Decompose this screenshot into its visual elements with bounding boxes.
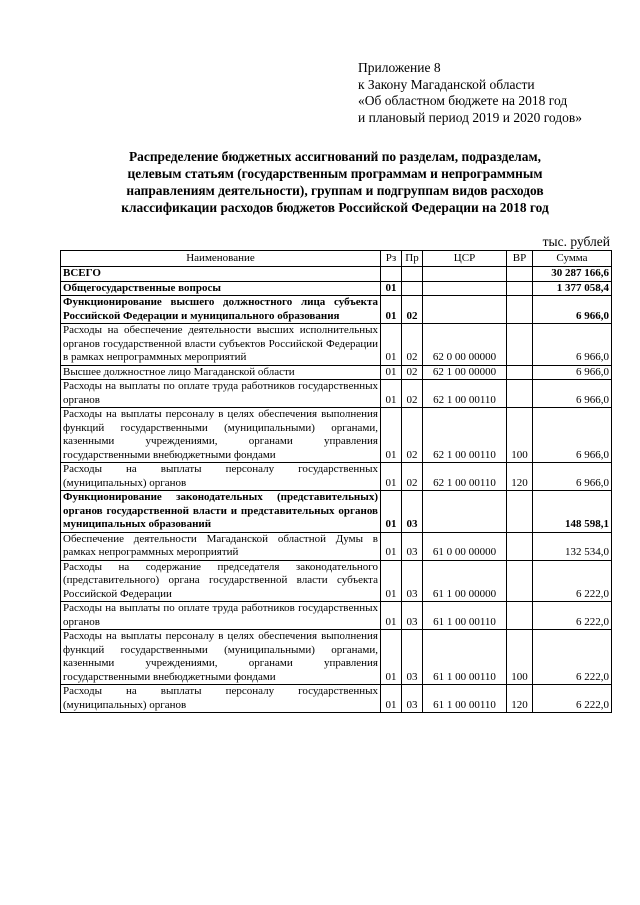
cell-rz: 01	[381, 685, 402, 713]
cell-sum: 6 966,0	[533, 380, 612, 408]
cell-rz: 01	[381, 463, 402, 491]
cell-pr: 02	[402, 380, 423, 408]
cell-vr: 100	[507, 630, 533, 685]
cell-pr: 03	[402, 532, 423, 560]
table-row	[61, 365, 612, 380]
table-row	[61, 281, 612, 296]
cell-sum: 148 598,1	[533, 491, 612, 533]
table-row	[61, 602, 612, 630]
cell-sum: 6 966,0	[533, 408, 612, 463]
cell-vr: 120	[507, 463, 533, 491]
units-label: тыс. рублей	[542, 234, 610, 249]
appendix-header	[358, 60, 582, 126]
table-row	[61, 685, 612, 713]
cell-vr	[507, 491, 533, 533]
table-row	[61, 408, 612, 463]
title-line: целевым статьям (государственным программам и непрограммным	[127, 166, 543, 181]
cell-rz: 01	[381, 630, 402, 685]
cell-sum: 6 966,0	[533, 324, 612, 366]
cell-vr	[507, 380, 533, 408]
cell-pr: 02	[402, 296, 423, 324]
cell-rz: 01	[381, 532, 402, 560]
cell-csr: 61 1 00 00000	[423, 560, 507, 602]
table-row	[61, 630, 612, 685]
cell-vr	[507, 281, 533, 296]
header-name: Наименование	[61, 251, 381, 267]
cell-name: Расходы на выплаты по оплате труда работников государственных органов	[61, 380, 381, 408]
cell-name: Расходы на выплаты по оплате труда работников государственных органов	[61, 602, 381, 630]
header-vr: ВР	[507, 251, 533, 267]
cell-sum: 30 287 166,6	[533, 267, 612, 282]
cell-sum: 6 966,0	[533, 365, 612, 380]
cell-pr: 03	[402, 630, 423, 685]
cell-vr	[507, 324, 533, 366]
cell-pr: 02	[402, 365, 423, 380]
table-row	[61, 324, 612, 366]
cell-csr: 62 1 00 00110	[423, 408, 507, 463]
cell-name: Высшее должностное лицо Магаданской области	[61, 365, 381, 380]
cell-sum: 6 966,0	[533, 463, 612, 491]
cell-name: Расходы на выплаты персоналу государственных (муниципальных) органов	[61, 685, 381, 713]
cell-name: Функционирование законодательных (представительных) органов государственной власти и представительных органов муниципальных образований	[61, 491, 381, 533]
title-line: Распределение бюджетных ассигнований по разделам, подразделам,	[129, 149, 541, 164]
cell-sum: 6 966,0	[533, 296, 612, 324]
cell-pr: 03	[402, 685, 423, 713]
cell-csr: 62 1 00 00110	[423, 380, 507, 408]
cell-rz: 01	[381, 296, 402, 324]
cell-csr: 61 1 00 00110	[423, 602, 507, 630]
cell-vr: 120	[507, 685, 533, 713]
cell-csr: 61 1 00 00110	[423, 685, 507, 713]
cell-name: Расходы на выплаты персоналу в целях обеспечения выполнения функций государственными (муниципальными) органами, казенными учреждениями, органами управления государственными внебюджетными фондами	[61, 408, 381, 463]
cell-vr	[507, 602, 533, 630]
table-row	[61, 491, 612, 533]
cell-rz	[381, 267, 402, 282]
table-row	[61, 267, 612, 282]
cell-csr	[423, 491, 507, 533]
cell-rz: 01	[381, 602, 402, 630]
cell-sum: 6 222,0	[533, 685, 612, 713]
cell-csr: 62 0 00 00000	[423, 324, 507, 366]
cell-csr	[423, 281, 507, 296]
cell-rz: 01	[381, 380, 402, 408]
cell-name: Расходы на выплаты персоналу в целях обеспечения выполнения функций государственными (муниципальными) органами, казенными учреждениями, органами управления государственными внебюджетными фондами	[61, 630, 381, 685]
cell-csr	[423, 267, 507, 282]
cell-rz: 01	[381, 560, 402, 602]
cell-sum: 6 222,0	[533, 560, 612, 602]
table-row	[61, 296, 612, 324]
cell-sum: 6 222,0	[533, 630, 612, 685]
cell-pr	[402, 281, 423, 296]
table-row	[61, 463, 612, 491]
cell-vr	[507, 365, 533, 380]
document-title	[60, 148, 610, 216]
cell-sum: 132 534,0	[533, 532, 612, 560]
table-body	[61, 267, 612, 713]
cell-rz: 01	[381, 281, 402, 296]
cell-csr	[423, 296, 507, 324]
appendix-line: «Об областном бюджете на 2018 год	[358, 93, 568, 108]
cell-pr: 02	[402, 324, 423, 366]
appendix-line: и плановый период 2019 и 2020 годов»	[358, 109, 583, 125]
title-line: классификации расходов бюджетов Российской Федерации на 2018 год	[121, 200, 549, 215]
table-row	[61, 380, 612, 408]
cell-sum: 6 222,0	[533, 602, 612, 630]
cell-vr	[507, 296, 533, 324]
cell-name: Общегосударственные вопросы	[61, 281, 381, 296]
cell-csr: 62 1 00 00000	[423, 365, 507, 380]
cell-name: Расходы на обеспечение деятельности высших исполнительных органов государственной власти субъектов Российской Федерации в рамках непрограммных мероприятий	[61, 324, 381, 366]
header-csr: ЦСР	[423, 251, 507, 267]
cell-vr	[507, 532, 533, 560]
table-row	[61, 560, 612, 602]
cell-vr: 100	[507, 408, 533, 463]
cell-name: Функционирование высшего должностного лица субъекта Российской Федерации и муниципального образования	[61, 296, 381, 324]
header-rz: Рз	[381, 251, 402, 267]
appendix-line: Приложение 8	[358, 60, 441, 75]
cell-csr: 62 1 00 00110	[423, 463, 507, 491]
header-sum: Сумма	[533, 251, 612, 267]
cell-rz: 01	[381, 365, 402, 380]
table-row	[61, 532, 612, 560]
cell-vr	[507, 267, 533, 282]
cell-name: Расходы на выплаты персоналу государственных (муниципальных) органов	[61, 463, 381, 491]
cell-name: ВСЕГО	[61, 267, 381, 282]
cell-pr: 03	[402, 560, 423, 602]
cell-pr: 02	[402, 463, 423, 491]
title-line: направлениям деятельности), группам и подгруппам видов расходов	[126, 183, 544, 198]
table-header-row	[61, 251, 612, 267]
cell-rz: 01	[381, 408, 402, 463]
cell-csr: 61 1 00 00110	[423, 630, 507, 685]
cell-pr: 03	[402, 602, 423, 630]
header-pr: Пр	[402, 251, 423, 267]
cell-name: Расходы на содержание председателя законодательного (представительного) органа государственной власти субъекта Российской Федерации	[61, 560, 381, 602]
cell-rz: 01	[381, 491, 402, 533]
budget-table	[60, 250, 612, 713]
appendix-line: к Закону Магаданской области	[358, 76, 535, 92]
cell-pr: 02	[402, 408, 423, 463]
cell-rz: 01	[381, 324, 402, 366]
cell-csr: 61 0 00 00000	[423, 532, 507, 560]
cell-name: Обеспечение деятельности Магаданской областной Думы в рамках непрограммных мероприятий	[61, 532, 381, 560]
cell-pr: 03	[402, 491, 423, 533]
cell-pr	[402, 267, 423, 282]
cell-sum: 1 377 058,4	[533, 281, 612, 296]
cell-vr	[507, 560, 533, 602]
